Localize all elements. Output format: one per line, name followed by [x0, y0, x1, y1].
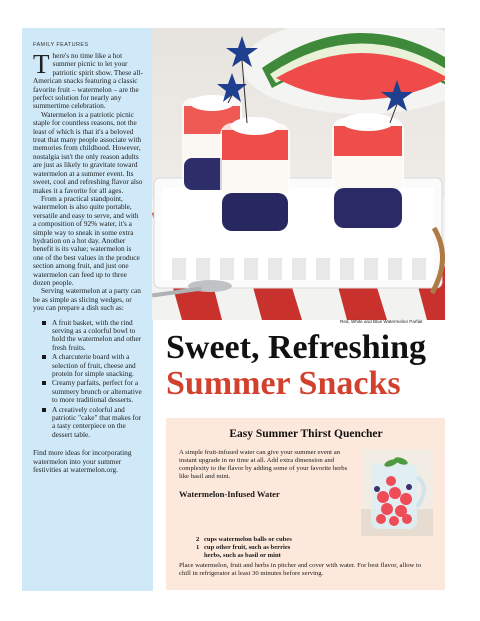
headline: [166, 330, 456, 402]
headline-line-1: Sweet, Refreshing: [166, 329, 426, 366]
closing-paragraph: Find more ideas for incorporating watermelon into your summer festivities at watermelon.org.: [33, 448, 132, 475]
drop-cap: T: [33, 49, 50, 79]
list-item: A fruit basket, with the rind serving as a colorful bowl to hold the watermelon and other fresh fruits.: [42, 319, 143, 353]
recipe-intro: A simple fruit-infused water can give your summer event an instant upgrade in no time at all. Add extra dimension and complexity to the flavor by adding some of your favorite herbs like basil and mint.: [179, 449, 348, 480]
intro-text: here's no time like a hot summer picnic to let your patriotic spirit show. These all-American snacks featuring a classic favorite fruit – watermelon – are the perfect solution for nearly any summertime celebration.: [33, 51, 143, 111]
recipe-box: [166, 418, 445, 590]
body-paragraph: Watermelon is a patriotic picnic staple for countless reasons, not the least of which is that it's a beloved treat that many people associate with memories from childhood. However, nostalgia isn't the only reason adults are just as likely to gravitate toward watermelon at a summer event. Its sweet, cool and refreshing flavor also makes it a favorite for all ages.: [33, 109, 143, 195]
parfait-illustration: [152, 28, 445, 320]
parfait-photo: [152, 28, 445, 320]
ingredient-row: 1 cup other fruit, such as berries: [196, 544, 291, 551]
sidebar: [22, 28, 153, 591]
body-paragraph: From a practical standpoint, watermelon is also quite portable, versatile and easy to serve, and with a composition of 92% water, it's a simple way to sneak in some extra hydration on a hot day. Another benefit is its value; watermelon is one of the best values in the produce section among fruit, and just one watermelon can feed up to three dozen people.: [33, 193, 140, 287]
square-bullet-icon: [42, 355, 46, 359]
intro-paragraph: [33, 49, 143, 111]
ingredient-row: 2 cups watermelon balls or cubes: [196, 536, 292, 543]
ingredient-row: herbs, such as basil or mint: [204, 552, 281, 559]
recipe-title: Easy Summer Thirst Quencher: [229, 428, 383, 440]
list-item: A creatively colorful and patriotic "cake" that makes for a tasty centerpiece on the dessert table.: [42, 406, 143, 440]
square-bullet-icon: [42, 381, 46, 385]
ingredients-list: [196, 536, 433, 560]
photo-caption: Red, White and Blue Watermelon Parfait: [340, 319, 423, 324]
list-item: Creamy parfaits, perfect for a summery brunch or alternative to more traditional desserts.: [42, 379, 143, 404]
recipe-method: Place watermelon, fruit and herbs in pitcher and cover with water. For best flavor, allow to chill in refrigerator at least 30 minutes before serving.: [179, 562, 422, 577]
section-kicker: FAMILY FEATURES: [33, 42, 89, 48]
ideas-list: [42, 319, 143, 440]
headline-line-2: Summer Snacks: [166, 365, 401, 402]
square-bullet-icon: [42, 321, 46, 325]
list-item: A charcuterie board with a selection of fruit, cheese and protein for simple snacking.: [42, 353, 143, 378]
pitcher-illustration: [361, 449, 433, 536]
pitcher-photo: [361, 449, 433, 536]
recipe-subtitle: Watermelon-Infused Water: [179, 489, 280, 499]
body-paragraph: Serving watermelon at a party can be as simple as slicing wedges, or you can prepare a dish such as:: [33, 286, 141, 313]
square-bullet-icon: [42, 408, 46, 412]
